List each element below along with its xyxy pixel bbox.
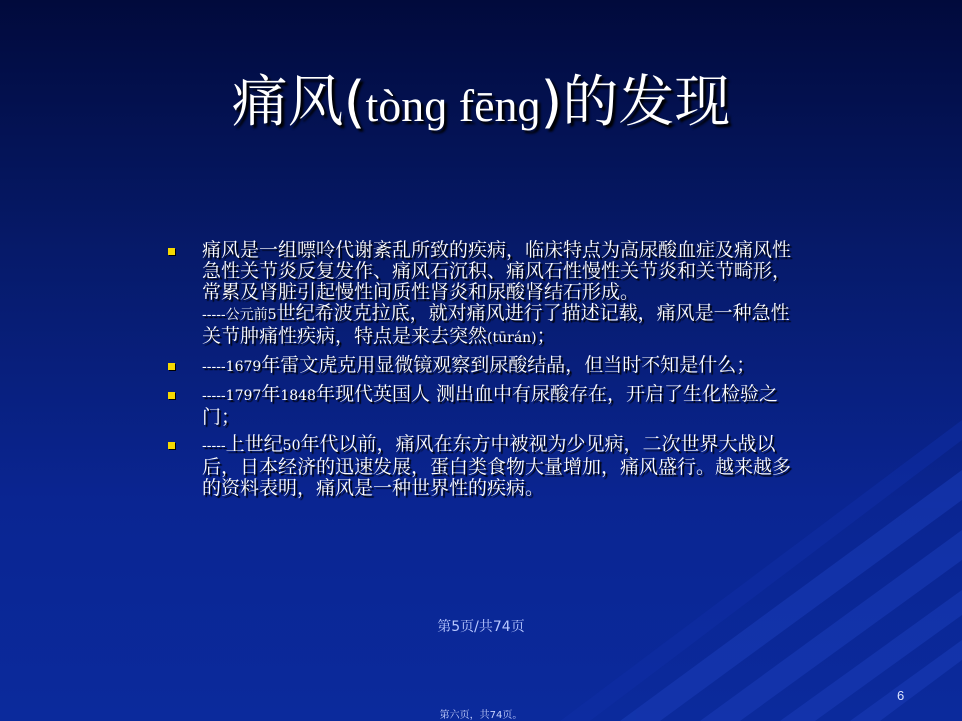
title-pinyin: tònɡ fēnɡ [365,80,541,131]
bullet-item [168,240,808,349]
bullet-item: -----1797年1848年现代英国人 测出血中有尿酸存在，开启了生化检验之门； [168,384,808,428]
bullet-subtext: -----公元前5世纪希波克拉底，就对痛风进行了描述记载，痛风是一种急性关节肿痛性疾病，特点是来去突然(tūrán)； [202,302,790,347]
title-suffix: )的发现 [540,70,731,135]
bullet-square-icon [168,363,175,370]
bullet-square-icon [168,392,175,399]
bullet-square-icon [168,248,175,255]
content-body [168,240,808,505]
slide-title [0,68,962,141]
bullet-square-icon [168,442,175,449]
footer-text: 第六页，共74页。 [439,710,523,721]
bullet-item: -----1679年雷文虎克用显微镜观察到尿酸结晶，但当时不知是什么； [168,355,808,378]
title-prefix: 痛风( [231,70,366,135]
page-info: 第5页/共74页 [437,619,525,635]
bullet-text: 痛风是一组嘌呤代谢紊乱所致的疾病，临床特点为高尿酸血症及痛风性急性关节炎反复发作、痛风石沉积、痛风石性慢性关节炎和关节畸形，常累及肾脏引起慢性间质性肾炎和尿酸肾结石形成。 [202,239,792,303]
slide-number: 6 [897,688,905,703]
bullet-item: -----上世纪50年代以前，痛风在东方中被视为少见病，二次世界大战以后，日本经济的迅速发展，蛋白类食物大量增加，痛风盛行。越来越多的资料表明，痛风是一种世界性的疾病。 [168,434,808,499]
